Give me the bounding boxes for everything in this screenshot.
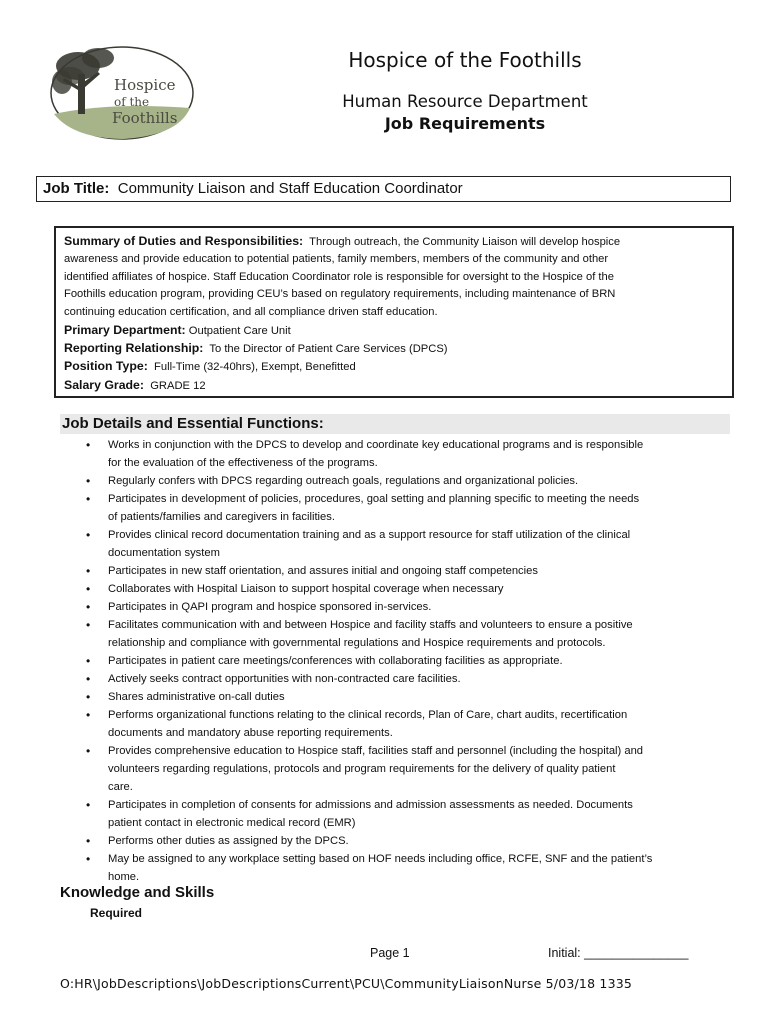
summary-line: Through outreach, the Community Liaison will develop hospice — [309, 236, 621, 248]
duty-list-item — [86, 598, 726, 616]
document-type: Job Requirements — [384, 114, 546, 133]
duty-line: volunteers regarding regulations, protocols and program requirements for the delivery of quality patient — [108, 763, 616, 775]
knowledge-skills-heading: Knowledge and Skills — [60, 884, 215, 901]
duty-line: Works in conjunction with the DPCS to develop and coordinate key educational programs and is responsible — [108, 439, 644, 451]
page-number: Page 1 — [370, 946, 410, 960]
duty-line: of patients/families and caregivers in facilities. — [108, 511, 335, 523]
summary-line: Foothills education program, providing CEU’s based on regulatory requirements, including maintenance of BRN — [64, 288, 616, 301]
summary-label: Summary of Duties and Responsibilities: — [64, 234, 304, 248]
duty-list-item — [86, 670, 726, 688]
duty-list-item — [86, 850, 726, 886]
reporting-relationship-label: Reporting Relationship: — [64, 341, 204, 356]
position-type-value: Full-Time (32-40hrs), Exempt, Benefitted — [154, 361, 356, 374]
duty-line: Regularly confers with DPCS regarding outreach goals, regulations and organizational policies. — [108, 475, 579, 487]
duty-line: relationship and compliance with governmental regulations and Hospice requirements and protocols. — [108, 637, 606, 649]
primary-department-label: Primary Department: — [64, 323, 186, 338]
position-type-row — [64, 357, 724, 375]
duty-line: May be assigned to any workplace setting based on HOF needs including office, RCFE, SNF and the patient’s — [108, 853, 653, 865]
duty-list-item — [86, 706, 726, 742]
required-label: Required — [90, 906, 143, 920]
duty-line: Participates in development of policies, procedures, goal setting and planning specific to meeting the needs — [108, 493, 640, 505]
summary-line: continuing education certification, and all compliance driven staff education. — [64, 305, 438, 318]
duty-line: Performs organizational functions relating to the clinical records, Plan of Care, chart audits, recertification — [108, 709, 628, 721]
duty-line: care. — [108, 781, 133, 793]
duty-line: documentation system — [108, 547, 220, 559]
salary-grade-row — [64, 376, 724, 394]
duty-line: Participates in patient care meetings/conferences with collaborating facilities as appropriate. — [108, 655, 563, 667]
summary-box — [54, 226, 734, 398]
logo-text-hospice: Hospice — [114, 76, 176, 94]
duty-line: Actively seeks contract opportunities with non-contracted care facilities. — [108, 673, 461, 685]
duty-line: Collaborates with Hospital Liaison to support hospital coverage when necessary — [108, 583, 504, 595]
primary-department-value: Outpatient Care Unit — [188, 325, 291, 338]
duty-line: Provides comprehensive education to Hospice staff, facilities staff and personnel (including the hospital) and — [108, 745, 644, 757]
duty-list-item — [86, 796, 726, 832]
duty-list-item — [86, 616, 726, 652]
department-title: Human Resource Department — [342, 92, 588, 111]
logo-text-of-the: of the — [114, 95, 150, 109]
duty-list-item — [86, 562, 726, 580]
duty-line: documents and mandatory abuse reporting requirements. — [108, 727, 393, 739]
duty-line: Performs other duties as assigned by the DPCS. — [108, 835, 349, 847]
summary-line: identified affiliates of hospice. Staff Education Coordinator role is responsible for oversight to the Hospice of the — [64, 270, 614, 283]
job-title-box — [36, 176, 731, 202]
duty-list-item — [86, 580, 726, 598]
org-title: Hospice of the Foothills — [348, 48, 582, 72]
logo-text-foothills: Foothills — [112, 109, 178, 127]
salary-grade-value: GRADE 12 — [150, 379, 206, 392]
duty-line: home. — [108, 871, 140, 883]
duty-list-item — [86, 436, 726, 472]
file-path: O:HR\JobDescriptions\JobDescriptionsCurrent\PCU\CommunityLiaisonNurse 5/03/18 1335 — [60, 976, 633, 991]
duty-line: Facilitates communication with and between Hospice and facility staffs and volunteers to ensure a positive — [108, 619, 633, 631]
duty-list-item — [86, 742, 726, 796]
job-details-heading: Job Details and Essential Functions: — [60, 414, 730, 434]
duty-line: Shares administrative on-call duties — [108, 691, 285, 703]
duty-line: for the evaluation of the effectiveness of the programs. — [108, 457, 378, 469]
hospice-logo — [48, 44, 196, 142]
duty-list-item — [86, 490, 726, 526]
duty-list-item — [86, 688, 726, 706]
duty-list-item — [86, 472, 726, 490]
duty-line: Provides clinical record documentation training and as a support resource for staff utilization of the clinical — [108, 529, 631, 541]
position-type-label: Position Type: — [64, 359, 148, 374]
initial-field: Initial: _______________ — [548, 946, 689, 960]
reporting-relationship-row — [64, 339, 724, 357]
duty-line: Participates in new staff orientation, and assures initial and ongoing staff competencies — [108, 565, 538, 577]
duty-list-item — [86, 832, 726, 850]
duty-line: Participates in completion of consents for admissions and admission assessments as needed. Documents — [108, 799, 633, 811]
salary-grade-label: Salary Grade: — [64, 377, 144, 392]
duties-list — [86, 436, 726, 886]
duty-list-item — [86, 652, 726, 670]
job-title-label: Job Title: — [43, 180, 110, 197]
duty-line: patient contact in electronic medical record (EMR) — [108, 817, 356, 829]
summary-paragraph — [64, 233, 724, 321]
primary-department-row — [64, 321, 724, 339]
summary-line: awareness and provide education to potential patients, family members, members of the community and other — [64, 253, 609, 266]
reporting-relationship-value: To the Director of Patient Care Services (DPCS) — [209, 343, 448, 356]
job-title-value: Community Liaison and Staff Education Coordinator — [117, 180, 463, 197]
duty-list-item — [86, 526, 726, 562]
duty-line: Participates in QAPI program and hospice sponsored in-services. — [108, 601, 432, 613]
